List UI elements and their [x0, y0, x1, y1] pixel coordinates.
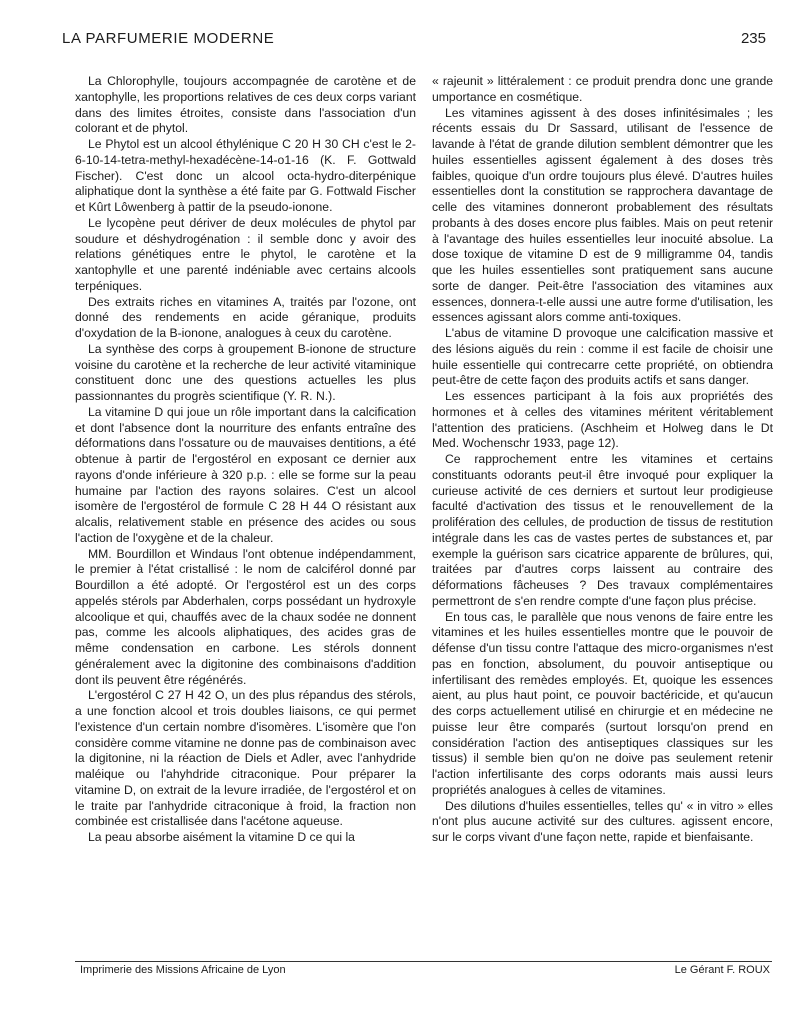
paragraph: Les vitamines agissent à des doses infinitésimales ; les récents essais du Dr Sassard, utilisant de l'essence de lavande à l'état de grande dilution semblent démontrer que les huiles essentielles agissent également à des doses très faibles, quoique d'un ordre toujours plus élevé. D'autres huiles essentielles dont la constitution se rapprochera davantage de celle des vitamines donneront probablement des résultats probants à des doses encore plus faibles. Mais on peut retenir à l'avantage des huiles essentielles leur inocuité absolue. La dose toxique de vitamine D est de 9 milligramme 04, tandis que les huiles essentielles sont pratiquement sans aucune sorte de danger. Peit-être l'association des vitamines aux essences, donnera-t-elle aussi une autre forme d'utilisation, les essences agissant alors comme anti-toxiques.: [432, 105, 773, 325]
paragraph: La synthèse des corps à groupement B-ionone de structure voisine du carotène et la recherche de leur activité vitaminique constituent donc une des questions actuelles les plus passionnantes du progrès scientifique (Y. R. N.).: [75, 341, 416, 403]
journal-title: LA PARFUMERIE MODERNE: [62, 30, 275, 47]
page-number: 235: [740, 30, 766, 47]
paragraph: En tous cas, le parallèle que nous venons de faire entre les vitamines et les huiles essentielles montre que le pouvoir de défense d'un tissu contre l'attaque des micro-organismes n'est pas en fonction, absolument, du pouvoir antiseptique ou infertilisant des remèdes employés. Et, quoique les essences aient, au plus haut point, ce pouvoir bactéricide, et qu'aucun des corps actuellement utilisé en chirurgie et en médecine ne puisse leur être comparés (surtout lorsqu'on prend en considération l'action des antiseptiques classiques sur les tissus) il semble bien qu'on ne doive pas seulement retenir l'action infertilisante des corps odorants mais aussi leurs propriétés analogues à celles de vitamines.: [432, 609, 773, 797]
printer-credit: Imprimerie des Missions Africaine de Lyon: [80, 964, 286, 976]
manager-credit: Le Gérant F. ROUX: [674, 964, 770, 976]
running-header: [62, 30, 766, 52]
paragraph-continued: « rajeunit » littéralement : ce produit prendra donc une grande umportance en cosmétique.: [432, 74, 773, 104]
paragraph: La peau absorbe aisément la vitamine D ce qui la: [88, 830, 355, 844]
paragraph: Des dilutions d'huiles essentielles, telles qu' « in vitro » elles n'ont plus aucune activité sur des cultures. agissent encore, sur le corps vivant d'une façon nette, rapide et bienfaisante.: [432, 798, 773, 844]
footer: [80, 964, 770, 976]
paragraph: MM. Bourdillon et Windaus l'ont obtenue indépendamment, le premier à l'état cristallisé : le nom de calciférol donné par Bourdillon a été adopté. Or l'ergostérol est un des corps appelés stérols par Abderhalen, corps possédant un hydroxyle alcoolique et qui, chauffés avec de la chaux sodée ne donnent pas, comme les alcools aliphatiques, des acides gras de même condensation en carbone. Les stérols donnent généralement avec la digitonine des combinaisons d'addition dont ils peuvent être régénérés.: [75, 546, 416, 687]
paragraph: Le Phytol est un alcool éthylénique C 20 H 30 CH c'est le 2-6-10-14-tetra-methyl-hexadécène-14-o1-16 (K. F. Gottwald Fischer). C'est donc un alcool octa-hydro-diterpénique aliphatique dont la synthèse a été faite par G. Fottwald Fischer et Kûrt Lôwenberg à pattir de la pseudo-ionone.: [75, 137, 416, 214]
paragraph: L'abus de vitamine D provoque une calcification massive et des lésions aiguës du rein : comme il est facile de choisir une huile essentielle qui contrecarre cette propriété, on obtiendra peut-être de cette façon des produits actifs et sans danger.: [432, 326, 773, 388]
paragraph: Le lycopène peut dériver de deux molécules de phytol par soudure et déshydrogénation : il semble donc y avoir des relations génétiques entre le phytol, le carotène et la xantophylle et une parenté indéniable avec certains alcools terpéniques.: [75, 215, 416, 293]
footer-divider: [75, 961, 772, 962]
right-column: [432, 74, 773, 946]
text-columns: [75, 74, 773, 946]
paragraph: Ce rapprochement entre les vitamines et certains constituants odorants peut-il être invoqué pour expliquer la curieuse activité de ces derniers et surtout leur prodigieuse faculté d'activation des tissus et le renouvellement de la prolifération des cellules, de production de tissus de restitution intégrale dans les cas de vastes pertes de substances et, par exemple la guérison sars cicatrice apparente de brûlures, qui, traitées par d'autres corps laissent au contraire des déformations fâcheuses ? Des travaux complémentaires permettront de s'en rendre compte d'une façon plus précise.: [432, 452, 773, 608]
paragraph: Des extraits riches en vitamines A, traités par l'ozone, ont donné des rendements en acide géranique, produits d'oxydation de la B-ionone, analogues à ceux du carotène.: [75, 294, 416, 340]
paragraph: Les essences participant à la fois aux propriétés des hormones et à celles des vitamines méritent véritablement l'attention des praticiens. (Aschheim et Holweg dans le Dt Med. Wochenschr 1933, page 12).: [432, 389, 773, 451]
paragraph: La Chlorophylle, toujours accompagnée de carotène et de xantophylle, les proportions relatives de ces deux corps variant dans des limites étroites, consiste dans l'association d'un colorant et de phytol.: [75, 74, 416, 136]
left-column: [75, 74, 416, 946]
paragraph: L'ergostérol C 27 H 42 O, un des plus répandus des stérols, a une fonction alcool et trois doubles liaisons, ce qui permet l'existence d'un certain nombre d'isomères. L'isomère que l'on considère comme vitamine ne donne pas de combinaison avec la digitonine, ni la réaction de Diels et Adler, avec l'anhydride maléique ou l'ahyhdride citraconique. Pour préparer la vitamine D, on extrait de la levure irradiée, de l'ergostérol et on le traite par l'anhydride citraconique à froid, la fraction non combinée est cristallisée dans l'acétone aqueuse.: [75, 688, 416, 829]
paragraph: La vitamine D qui joue un rôle important dans la calcification et dont l'absence dont la nourriture des enfants entraîne des déformations dans l'ossature ou de mauvaises dentitions, a été obtenue à partir de l'ergostérol en exposant ce dernier aux rayons d'onde inférieure à 320 p.p. : elle se forme sur la peau humaine par l'action des rayons solaires. C'est un alcool isomère de l'ergostérol de formule C 28 H 44 O résistant aux alcalis, relativement stable en présence des acides ou sous l'action de l'oxygène et de la chaleur.: [75, 404, 416, 545]
